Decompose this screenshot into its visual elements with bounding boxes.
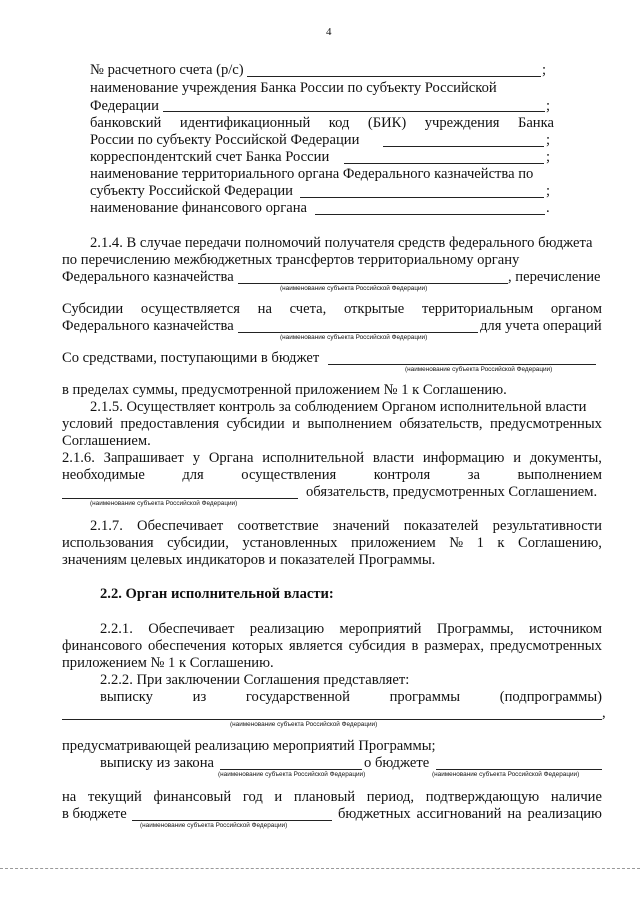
field-caption: (наименование субъекта Российской Федерации) [280, 334, 428, 341]
word: на [257, 301, 272, 317]
word: 1 [476, 535, 484, 551]
word: выписку [100, 689, 153, 705]
word: реализацию [527, 806, 602, 822]
word: период, [366, 789, 415, 805]
word: размерах, [424, 638, 485, 654]
fill-line [238, 283, 508, 284]
word: реализацию [249, 621, 325, 637]
word: субсидия [348, 638, 406, 654]
word: необходимые [62, 467, 145, 483]
p214-line-1: 2.1.4. В случае передачи полномочий получателя средств федерального бюджета [90, 235, 593, 251]
corr-account-label: корреспондентский счет Банка России [90, 149, 330, 165]
word: власти [372, 450, 415, 466]
p214-line-5: Федерального казначейства [62, 318, 234, 334]
word: предусмотренных [489, 416, 602, 432]
treasury-line-1: наименование территориального органа Федерального казначейства по [90, 166, 534, 182]
word: установленных [242, 535, 338, 551]
word: мероприятий [339, 621, 422, 637]
word: которых [231, 638, 284, 654]
word: 2.1.7. [90, 518, 123, 534]
p221-line-1 [100, 621, 602, 638]
word: финансовый [153, 789, 232, 805]
word: подтверждающую [425, 789, 540, 805]
fill-line [132, 820, 332, 821]
word: и [292, 416, 300, 432]
p222-line-5a: выписку из закона [100, 755, 215, 771]
p222-line-2 [100, 689, 602, 706]
fill-line [315, 214, 545, 215]
bank-name-line-2: Федерации [90, 98, 159, 114]
word: Банка [517, 115, 554, 131]
finance-body-end: . [546, 200, 550, 216]
field-caption: (наименование субъекта Российской Федерации) [432, 771, 580, 778]
word: плановый [293, 789, 356, 805]
p214-line-4 [62, 301, 602, 318]
treasury-end: ; [546, 183, 551, 199]
word: соответствие [237, 518, 319, 534]
fill-line [163, 111, 545, 112]
p216-line-3: обязательств, предусмотренных Соглашением. [306, 484, 598, 500]
word: предоставления [120, 416, 220, 432]
word: значений [332, 518, 390, 534]
word: Соглашению, [517, 535, 602, 551]
fill-line [62, 719, 602, 720]
word: информацию [422, 450, 505, 466]
word: источником [529, 621, 602, 637]
bik-line-2: России по субъекту Российской Федерации [90, 132, 360, 148]
fill-line [220, 769, 362, 770]
word: осуществления [241, 467, 337, 483]
word: к [497, 535, 505, 551]
section-heading: 2.2. Орган исполнительной власти: [100, 586, 334, 602]
word: код [328, 115, 350, 131]
field-caption: (наименование субъекта Российской Федерации) [405, 366, 553, 373]
account-end: ; [542, 62, 547, 78]
word: результативности [492, 518, 602, 534]
word: Субсидии [62, 301, 124, 317]
p222-line-7-end [338, 806, 602, 823]
fill-line [344, 163, 544, 164]
p216-line-1 [62, 450, 602, 467]
word: программы [389, 689, 461, 705]
word: государственной [245, 689, 350, 705]
p217-line-2 [62, 535, 602, 552]
word: и [274, 789, 283, 805]
p221-line-2 [62, 638, 602, 655]
word: 2.2.1. [100, 621, 133, 637]
word: является [289, 638, 343, 654]
p222-line-3-end: , [602, 705, 606, 721]
word: выполнением [307, 416, 392, 432]
word: Программы, [436, 621, 514, 637]
treasury-line-2: субъекту Российской Федерации [90, 183, 293, 199]
word: субсидии [226, 416, 285, 432]
word: для [182, 467, 204, 483]
word: (БИК) [367, 115, 407, 131]
word: и [513, 450, 522, 466]
field-caption: (наименование субъекта Российской Федерации) [140, 822, 288, 829]
p222-line-5b: о бюджете [364, 755, 430, 771]
word: финансового [62, 638, 143, 654]
word: за [467, 467, 480, 483]
bik-line-1 [90, 115, 554, 132]
p214-line-5-end: для учета операций [480, 318, 602, 334]
word: идентификационный [179, 115, 311, 131]
p217-line-3: значениям целевых индикаторов и показателей Программы. [62, 552, 436, 568]
word: выполнением [517, 467, 602, 483]
p222-line-7-start: в бюджете [62, 806, 127, 822]
word: предусмотренных [489, 638, 602, 654]
word: территориальным [421, 301, 534, 317]
p214-line-6: Со средствами, поступающими в бюджет [62, 350, 320, 366]
word: документы, [529, 450, 602, 466]
fill-line [62, 498, 298, 499]
word: в [411, 638, 419, 654]
word: контроля [373, 467, 431, 483]
page-number: 4 [326, 26, 332, 38]
word: бюджетных [338, 806, 411, 822]
p215-line-2 [62, 416, 602, 433]
bank-name-line-1: наименование учреждения Банка России по субъекту Российской [90, 80, 497, 96]
word: органом [550, 301, 602, 317]
word: год [242, 789, 263, 805]
word: из [192, 689, 207, 705]
word: ассигнований [416, 806, 502, 822]
finance-body-label: наименование финансового органа [90, 200, 307, 216]
p215-line-1: 2.1.5. Осуществляет контроль за соблюдением Органом исполнительной власти [90, 399, 587, 415]
account-number-label: № расчетного счета (р/с) [90, 62, 244, 78]
field-caption: (наименование субъекта Российской Федерации) [218, 771, 366, 778]
word: на [507, 806, 522, 822]
p214-line-3-end: , перечисление [508, 269, 601, 285]
fill-line [328, 364, 596, 365]
word: счета, [289, 301, 327, 317]
word: открытые [343, 301, 405, 317]
p222-line-1: 2.2.2. При заключении Соглашения представляет: [100, 672, 410, 688]
fill-line [300, 197, 544, 198]
word: использования [62, 535, 154, 551]
word: Органа [208, 450, 254, 466]
bik-end: ; [546, 132, 551, 148]
word: обязательств, [399, 416, 483, 432]
word: наличие [550, 789, 602, 805]
p214-line-3: Федерального казначейства [62, 269, 234, 285]
p217-line-1 [90, 518, 602, 535]
word: обеспечения [148, 638, 226, 654]
word: исполнительной [262, 450, 365, 466]
word: условий [62, 416, 113, 432]
fill-line [383, 146, 544, 147]
p222-line-6 [62, 789, 602, 806]
p221-line-3: приложением № 1 к Соглашению. [62, 655, 274, 671]
p214-line-7: в пределах суммы, предусмотренной приложением № 1 к Соглашению. [62, 382, 507, 398]
word: показателей [403, 518, 479, 534]
field-caption: (наименование субъекта Российской Федерации) [280, 285, 428, 292]
p215-line-3: Соглашением. [62, 433, 151, 449]
word: на [62, 789, 77, 805]
p216-line-2 [62, 467, 602, 484]
word: (подпрограммы) [499, 689, 602, 705]
word: субсидии, [167, 535, 229, 551]
corr-account-end: ; [546, 149, 551, 165]
fill-line [238, 332, 478, 333]
p222-line-4: предусматривающей реализацию мероприятий Программы; [62, 738, 436, 754]
field-caption: (наименование субъекта Российской Федерации) [230, 721, 378, 728]
word: приложением [350, 535, 436, 551]
word: 2.1.6. [62, 450, 95, 466]
word: учреждения [424, 115, 500, 131]
bank-name-end: ; [546, 98, 551, 114]
fill-line [436, 769, 602, 770]
word: Обеспечивает [148, 621, 235, 637]
word: банковский [90, 115, 162, 131]
word: Запрашивает [103, 450, 184, 466]
page-bottom-edge [0, 868, 640, 869]
word: осуществляется [140, 301, 240, 317]
word: текущий [87, 789, 142, 805]
p214-line-2: по перечислению межбюджетных трансфертов территориальному органу [62, 252, 520, 268]
word: Обеспечивает [137, 518, 224, 534]
fill-line [247, 76, 541, 77]
word: № [449, 535, 464, 551]
word: у [192, 450, 201, 466]
field-caption: (наименование субъекта Российской Федерации) [90, 500, 238, 507]
